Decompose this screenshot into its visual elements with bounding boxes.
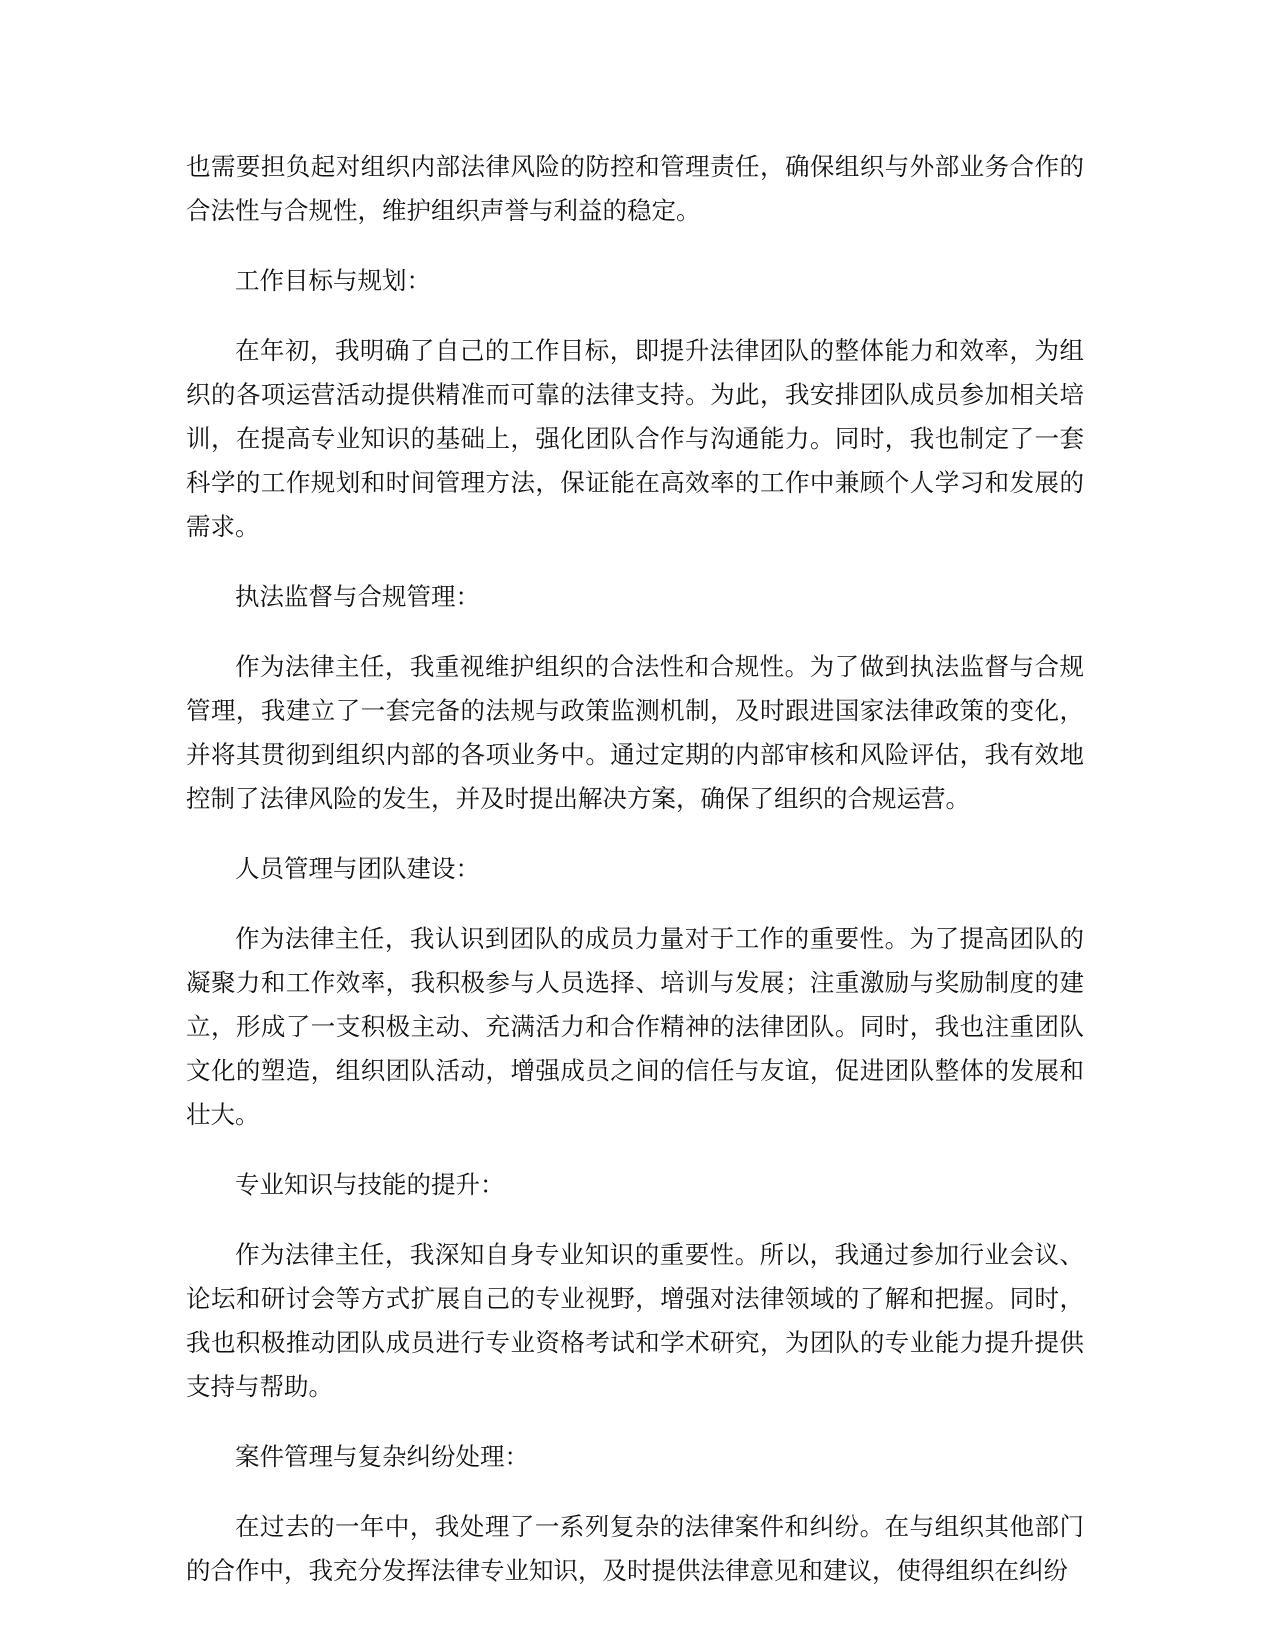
paragraph-team: 作为法律主任，我认识到团队的成员力量对于工作的重要性。为了提高团队的凝聚力和工作效率，我积极参与人员选择、培训与发展；注重激励与奖励制度的建立，形成了一支积极主动、充满活力和合作精神的法律团队。同时，我也注重团队文化的塑造，组织团队活动，增强成员之间的信任与友谊，促进团队整体的发展和壮大。 — [186, 924, 1084, 1129]
section-heading-cases: 案件管理与复杂纠纷处理： — [235, 1442, 529, 1471]
paragraph-cases: 在过去的一年中，我处理了一系列复杂的法律案件和纠纷。在与组织其他部门的合作中，我充分发挥法律专业知识，及时提供法律意见和建议，使得组织在纠纷 — [186, 1512, 1084, 1585]
section-heading-compliance: 执法监督与合规管理： — [235, 582, 480, 611]
paragraph-continuation: 也需要担负起对组织内部法律风险的防控和管理责任，确保组织与外部业务合作的合法性与合规性，维护组织声誉与利益的稳定。 — [186, 152, 1084, 225]
section-heading-skills: 专业知识与技能的提升： — [235, 1170, 505, 1199]
paragraph-goals: 在年初，我明确了自己的工作目标，即提升法律团队的整体能力和效率，为组织的各项运营活动提供精准而可靠的法律支持。为此，我安排团队成员参加相关培训，在提高专业知识的基础上，强化团队合作与沟通能力。同时，我也制定了一套科学的工作规划和时间管理方法，保证能在高效率的工作中兼顾个人学习和发展的需求。 — [186, 336, 1084, 541]
section-heading-team: 人员管理与团队建设： — [235, 854, 480, 883]
section-heading-goals: 工作目标与规划： — [235, 266, 431, 295]
document-body — [186, 145, 1084, 1619]
paragraph-compliance: 作为法律主任，我重视维护组织的合法性和合规性。为了做到执法监督与合规管理，我建立了一套完备的法规与政策监测机制，及时跟进国家法律政策的变化，并将其贯彻到组织内部的各项业务中。通过定期的内部审核和风险评估，我有效地控制了法律风险的发生，并及时提出解决方案，确保了组织的合规运营。 — [186, 652, 1084, 813]
paragraph-skills: 作为法律主任，我深知自身专业知识的重要性。所以，我通过参加行业会议、论坛和研讨会等方式扩展自己的专业视野，增强对法律领域的了解和把握。同时，我也积极推动团队成员进行专业资格考试和学术研究，为团队的专业能力提升提供支持与帮助。 — [186, 1240, 1084, 1401]
